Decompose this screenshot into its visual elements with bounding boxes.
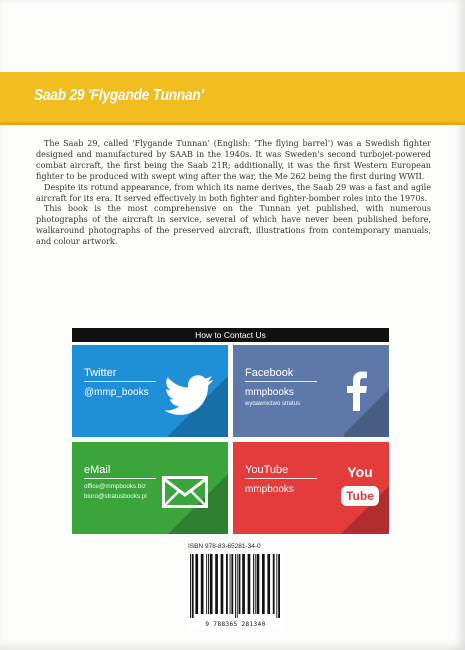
description-paragraph-2: Despite its rotund appearance, from which its name derives, the Saab 29 was a fast and agile aircraft for its era. It served effectively in both fighter and fighter-bomber roles into the 1970s.: [36, 181, 431, 203]
barcode-bar: [262, 554, 265, 614]
barcode-bar: [215, 554, 218, 614]
barcode-bar: [231, 554, 233, 614]
twitter-tile[interactable]: [72, 345, 228, 437]
barcode-bar: [273, 554, 275, 614]
isbn-text: ISBN 978-83-65281-34-0: [188, 543, 261, 550]
barcode-bar: [237, 554, 238, 618]
barcode-bar: [221, 554, 224, 614]
youtube-rule: [245, 478, 317, 479]
barcode-bar: [208, 554, 209, 614]
barcode-bar: [267, 554, 270, 614]
twitter-bird-icon: [164, 375, 214, 415]
email-label: eMail: [84, 464, 111, 476]
barcode-bar: [230, 554, 231, 614]
email-rule: [84, 478, 156, 479]
barcode-bar: [278, 554, 280, 618]
facebook-rule: [245, 381, 317, 382]
barcode-bar: [255, 554, 256, 614]
barcode-bar: [276, 554, 277, 618]
book-description: [36, 138, 431, 247]
email-tile[interactable]: [72, 442, 228, 534]
description-paragraph-3: This book is the most comprehensive on the Tunnan yet published, with numerous photographs of the aircraft in service, several of which have never been published before, walkaround photographs of the preserved aircraft, illustrations from contemporary manuals, and colour artwork.: [36, 203, 431, 247]
facebook-label: Facebook: [245, 367, 294, 379]
barcode-bar: [210, 554, 213, 614]
barcode-bar: [257, 554, 260, 614]
barcode-bars: [186, 552, 285, 620]
facebook-f-icon: [343, 371, 369, 411]
barcode-bar: [195, 554, 198, 614]
email-address-2: biuro@stratusbooks.pl: [84, 493, 147, 500]
facebook-handle: mmpbooks: [245, 387, 294, 398]
youtube-handle: mmpbooks: [245, 484, 294, 495]
facebook-tile[interactable]: [233, 345, 389, 437]
twitter-rule: [84, 381, 156, 382]
youtube-logo-you: You: [347, 464, 373, 480]
envelope-icon: [162, 476, 208, 508]
email-address-1: office@mmpbooks.biz: [84, 483, 146, 490]
youtube-label: YouTube: [245, 464, 289, 476]
banner-underline: [0, 122, 465, 125]
youtube-tile[interactable]: [233, 442, 389, 534]
barcode-bar: [190, 554, 191, 618]
barcode-bar: [226, 554, 228, 614]
barcode-bar: [235, 554, 236, 618]
barcode-digits: 9 788365 281340: [205, 621, 266, 628]
book-title: Saab 29 'Flygande Tunnan': [34, 87, 204, 104]
barcode-bar: [201, 554, 204, 614]
twitter-label: Twitter: [84, 367, 117, 379]
twitter-handle: @mmp_books: [84, 387, 149, 398]
barcode-bar: [206, 554, 207, 614]
barcode-bar: [253, 554, 254, 614]
barcode-bar: [248, 554, 251, 614]
barcode-bar: [239, 554, 241, 614]
description-paragraph-1: The Saab 29, called ‘Flygande Tunnan’ (English: ‘The flying barrel’) was a Swedish fighter designed and manufactured by SAAB in the 1940s. It was Sweden’s second turbojet-powered combat aircraft, the first being the Saab 21R; additionally, it was the first Western European fighter to be produced with swept wing after the war, the Me 262 being the first during WWII.: [36, 138, 431, 181]
contact-header: How to Contact Us: [72, 328, 389, 342]
youtube-logo-icon: [337, 464, 383, 514]
barcode-bar: [242, 554, 245, 614]
youtube-logo-tube: Tube: [341, 486, 379, 506]
barcode-bar: [192, 554, 194, 618]
facebook-subtitle: wydawnictwo stratus: [245, 401, 301, 407]
barcode: [186, 552, 285, 630]
